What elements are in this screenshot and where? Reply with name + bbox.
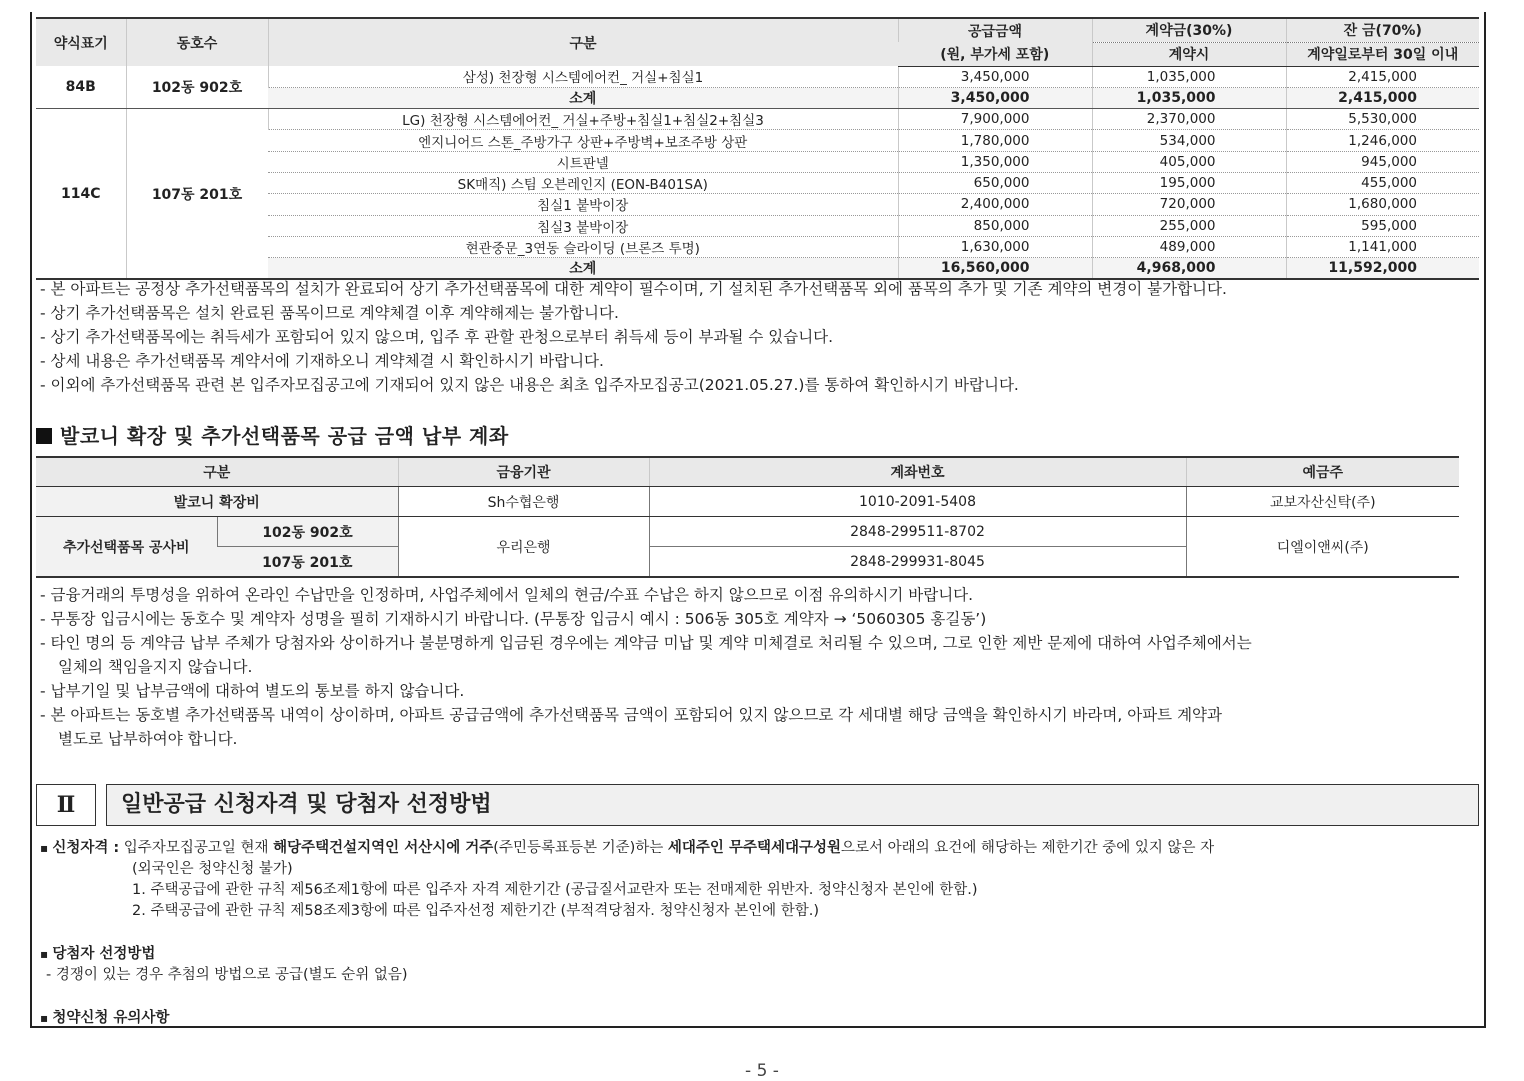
header-type: 약식표기 <box>36 18 126 66</box>
item-cell: LG) 천장형 시스템에어컨_ 거실+주방+침실1+침실2+침실3 <box>268 109 898 130</box>
options-account: 2848-299931-8045 <box>649 547 1186 578</box>
item-cell: 침실1 붙박이장 <box>268 194 898 215</box>
section-number: Ⅱ <box>36 784 96 826</box>
deposit-cell: 2,370,000 <box>1092 109 1286 130</box>
deposit-cell: 720,000 <box>1092 194 1286 215</box>
subtotal-balance: 2,415,000 <box>1286 87 1479 108</box>
header-deposit-sub: 계약시 <box>1092 42 1286 66</box>
supply-cell: 7,900,000 <box>898 109 1092 130</box>
item-cell: 삼성) 천장형 시스템에어컨_ 거실+침실1 <box>268 66 898 87</box>
selection-label: ▪ 당첨자 선정방법 <box>40 944 408 965</box>
supply-cell: 650,000 <box>898 172 1092 193</box>
header-category: 구분 <box>268 18 898 66</box>
table-row <box>36 109 1479 130</box>
options-unit: 102동 902호 <box>217 517 398 547</box>
header-holder: 예금주 <box>1186 457 1459 487</box>
balance-cell: 945,000 <box>1286 151 1479 172</box>
subtotal-deposit: 1,035,000 <box>1092 87 1286 108</box>
item-cell: 시트판넬 <box>268 151 898 172</box>
account-section-heading <box>36 420 509 449</box>
unit-cell: 102동 902호 <box>126 66 268 109</box>
subtotal-balance: 11,592,000 <box>1286 258 1479 280</box>
deposit-cell: 489,000 <box>1092 236 1286 257</box>
section-title: 일반공급 신청자격 및 당첨자 선정방법 <box>106 784 1479 826</box>
account-notes <box>40 583 1252 751</box>
deposit-cell: 534,000 <box>1092 130 1286 151</box>
header-unit: 동호수 <box>126 18 268 66</box>
deposit-cell: 405,000 <box>1092 151 1286 172</box>
balance-cell: 2,415,000 <box>1286 66 1479 87</box>
options-account: 2848-299511-8702 <box>649 517 1186 547</box>
deposit-cell: 255,000 <box>1092 215 1286 236</box>
subtotal-label: 소계 <box>268 87 898 108</box>
header-supply: 공급금액 <box>898 18 1092 42</box>
eligibility-emph: 세대주인 무주택세대구성원 <box>667 840 842 856</box>
item-cell: SK매직) 스팀 오븐레인지 (EON-B401SA) <box>268 172 898 193</box>
options-bank: 우리은행 <box>398 517 649 578</box>
square-bullet-icon <box>36 428 52 444</box>
table-row <box>36 517 1459 547</box>
option-notes <box>40 277 1227 397</box>
item-cell: 침실3 붙박이장 <box>268 215 898 236</box>
caution-label: ▪ 청약신청 유의사항 <box>40 1008 169 1029</box>
supply-cell: 1,350,000 <box>898 151 1092 172</box>
note-line: - 상세 내용은 추가선택품목 계약서에 기재하오니 계약체결 시 확인하시기 바랍니다. <box>40 352 604 370</box>
options-unit: 107동 201호 <box>217 547 398 578</box>
balance-cell: 5,530,000 <box>1286 109 1479 130</box>
eligibility-text: 입주자모집공고일 현재 <box>123 840 274 856</box>
eligibility-line2: (외국인은 청약신청 불가) <box>132 861 293 877</box>
deposit-cell: 1,035,000 <box>1092 66 1286 87</box>
eligibility-text: (주민등록표등본 기준)하는 <box>493 840 668 856</box>
note-line: - 납부기일 및 납부금액에 대하여 별도의 통보를 하지 않습니다. <box>40 682 465 700</box>
header-balance-sub: 계약일로부터 30일 이내 <box>1286 42 1479 66</box>
balcony-account: 1010-2091-5408 <box>649 487 1186 517</box>
eligibility-block <box>40 838 1214 922</box>
balcony-holder: 교보자산신탁(주) <box>1186 487 1459 517</box>
supply-cell: 3,450,000 <box>898 66 1092 87</box>
note-line: - 상기 추가선택품목은 설치 완료된 품목이므로 계약체결 이후 계약해제는 불가합니다. <box>40 304 619 322</box>
option-price-table <box>36 17 1479 280</box>
header-account: 계좌번호 <box>649 457 1186 487</box>
type-cell: 114C <box>36 109 126 280</box>
page-number: - 5 - <box>745 1061 779 1081</box>
deposit-cell: 195,000 <box>1092 172 1286 193</box>
supply-cell: 850,000 <box>898 215 1092 236</box>
eligibility-label: ▪ 신청자격 : <box>40 840 119 856</box>
balance-cell: 595,000 <box>1286 215 1479 236</box>
subtotal-supply: 16,560,000 <box>898 258 1092 280</box>
eligibility-text: 으로서 아래의 요건에 해당하는 제한기간 중에 있지 않은 자 <box>841 840 1215 856</box>
subtotal-label: 소계 <box>268 258 898 280</box>
subtotal-supply: 3,450,000 <box>898 87 1092 108</box>
note-line: 별도로 납부하여야 합니다. <box>58 730 238 748</box>
account-table <box>36 456 1459 578</box>
note-line: - 타인 명의 등 계약금 납부 주체가 당첨자와 상이하거나 불분명하게 입금된 경우에는 계약금 미납 및 계약 미체결로 처리될 수 있으며, 그로 인한 제반 문제에 대하여 사업주체에서는 <box>40 634 1252 652</box>
balcony-label: 발코니 확장비 <box>36 487 398 517</box>
options-label: 추가선택품목 공사비 <box>36 517 217 578</box>
selection-block <box>40 944 408 986</box>
caution-block <box>40 1008 169 1029</box>
item-cell: 현관중문_3연동 슬라이딩 (브론즈 투명) <box>268 236 898 257</box>
balance-cell: 1,246,000 <box>1286 130 1479 151</box>
supply-cell: 2,400,000 <box>898 194 1092 215</box>
note-line: - 이외에 추가선택품목 관련 본 입주자모집공고에 기재되어 있지 않은 내용은 최초 입주자모집공고(2021.05.27.)를 통하여 확인하시기 바랍니다. <box>40 376 1019 394</box>
note-line: - 본 아파트는 공정상 추가선택품목의 설치가 완료되어 상기 추가선택품목에 대한 계약이 필수이며, 기 설치된 추가선택품목 외에 품목의 추가 및 기존 계약의 변경이 불가합니다. <box>40 280 1227 298</box>
account-section-title: 발코니 확장 및 추가선택품목 공급 금액 납부 계좌 <box>60 424 509 448</box>
note-line: - 본 아파트는 동호별 추가선택품목 내역이 상이하며, 아파트 공급금액에 추가선택품목 금액이 포함되어 있지 않으므로 각 세대별 해당 금액을 확인하시기 바라며, 아파트 계약과 <box>40 706 1223 724</box>
unit-cell: 107동 201호 <box>126 109 268 280</box>
note-line: - 무통장 입금시에는 동호수 및 계약자 성명을 필히 기재하시기 바랍니다. (무통장 입금시 예시 : 506동 305호 계약자 → ‘5060305 홍길동’) <box>40 610 987 628</box>
header-supply-sub: (원, 부가세 포함) <box>898 42 1092 66</box>
type-cell: 84B <box>36 66 126 109</box>
table-row <box>36 66 1479 87</box>
note-line: - 상기 추가선택품목에는 취득세가 포함되어 있지 않으며, 입주 후 관할 관청으로부터 취득세 등이 부과될 수 있습니다. <box>40 328 834 346</box>
header-bank: 금융기관 <box>398 457 649 487</box>
subtotal-deposit: 4,968,000 <box>1092 258 1286 280</box>
eligibility-emph: 해당주택건설지역인 서산시에 거주 <box>273 840 494 856</box>
balance-cell: 1,141,000 <box>1286 236 1479 257</box>
options-holder: 디엘이앤씨(주) <box>1186 517 1459 578</box>
balance-cell: 1,680,000 <box>1286 194 1479 215</box>
note-line: 일체의 책임을지지 않습니다. <box>58 658 253 676</box>
selection-text: - 경쟁이 있는 경우 추첨의 방법으로 공급(별도 순위 없음) <box>46 967 408 983</box>
eligibility-line <box>40 838 1214 859</box>
header-deposit: 계약금(30%) <box>1092 18 1286 42</box>
eligibility-item: 2. 주택공급에 관한 규칙 제58조제3항에 따른 입주자선정 제한기간 (부적격당첨자. 청약신청자 본인에 한함.) <box>132 903 820 919</box>
balance-cell: 455,000 <box>1286 172 1479 193</box>
supply-cell: 1,780,000 <box>898 130 1092 151</box>
eligibility-item: 1. 주택공급에 관한 규칙 제56조제1항에 따른 입주자 자격 제한기간 (공급질서교란자 또는 전매제한 위반자. 청약신청자 본인에 한함.) <box>132 882 978 898</box>
item-cell: 엔지니어드 스톤_주방가구 상판+주방벽+보조주방 상판 <box>268 130 898 151</box>
note-line: - 금융거래의 투명성을 위하여 온라인 수납만을 인정하며, 사업주체에서 일체의 현금/수표 수납은 하지 않으므로 이점 유의하시기 바랍니다. <box>40 586 974 604</box>
header-category: 구분 <box>36 457 398 487</box>
balcony-bank: Sh수협은행 <box>398 487 649 517</box>
supply-cell: 1,630,000 <box>898 236 1092 257</box>
header-balance: 잔 금(70%) <box>1286 18 1479 42</box>
table-row <box>36 487 1459 517</box>
